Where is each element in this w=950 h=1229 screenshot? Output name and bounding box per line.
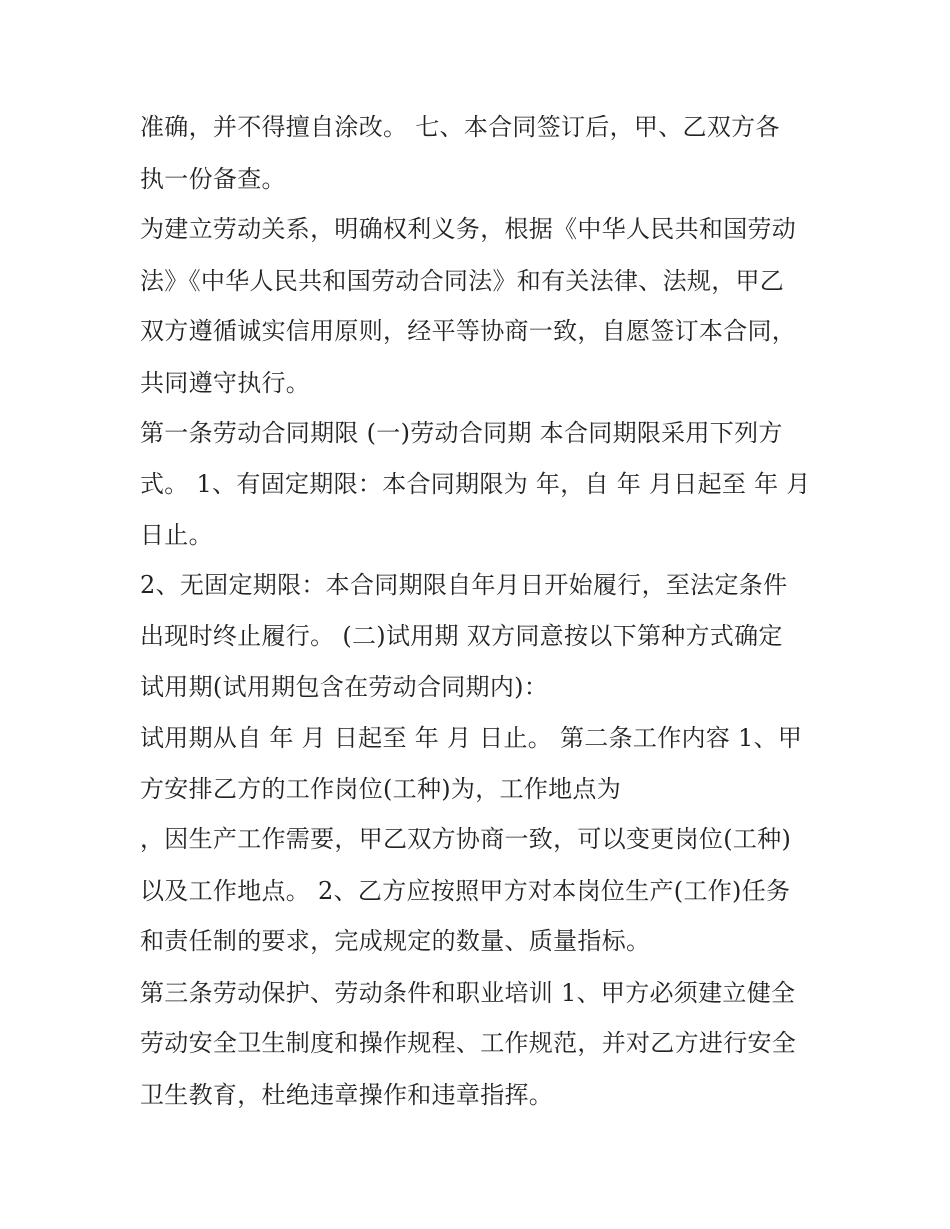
text-line: 试用期从自 年 月 日起至 年 月 日止。 第二条工作内容 1、甲 <box>140 724 803 752</box>
text-line: 2、无固定期限：本合同期限自年月日开始履行，至法定条件 <box>140 571 788 599</box>
text-line: 劳动安全卫生制度和操作规程、工作规范，并对乙方进行安全 <box>140 1029 797 1057</box>
text-line: 卫生教育，杜绝违章操作和违章指挥。 <box>140 1081 554 1109</box>
text-line: 和责任制的要求，完成规定的数量、质量指标。 <box>140 927 651 955</box>
text-line: 双方遵循诚实信用原则，经平等协商一致，自愿签订本合同， <box>140 317 797 345</box>
text-line: 准确，并不得擅自涂改。 七、本合同签订后，甲、乙双方各 <box>140 113 780 141</box>
text-line: 式。 1、有固定期限：本合同期限为 年，自 年 月日起至 年 月 <box>140 470 811 498</box>
text-line: 法》《中华人民共和国劳动合同法》和有关法律、法规，甲乙 <box>140 267 785 295</box>
text-line: 共同遵守执行。 <box>140 369 311 397</box>
text-line: 第一条劳动合同期限 (一)劳动合同期 本合同期限采用下列方 <box>140 419 783 447</box>
text-line: 以及工作地点。 2、乙方应按照甲方对本岗位生产(工作)任务 <box>140 877 791 905</box>
text-line: ，因生产工作需要，甲乙双方协商一致，可以变更岗位(工种) <box>140 825 792 853</box>
text-line: 为建立劳动关系，明确权利义务，根据《中华人民共和国劳动 <box>140 215 797 243</box>
text-line: 执一份备查。 <box>140 165 286 193</box>
text-line: 第三条劳动保护、劳动条件和职业培训 1、甲方必须建立健全 <box>140 979 796 1007</box>
text-line: 日止。 <box>140 521 213 549</box>
text-line: 方安排乙方的工作岗位(工种)为，工作地点为 <box>140 775 622 803</box>
text-line: 出现时终止履行。 (二)试用期 双方同意按以下第种方式确定 <box>140 622 783 650</box>
text-line: 试用期(试用期包含在劳动合同期内)： <box>140 673 549 701</box>
